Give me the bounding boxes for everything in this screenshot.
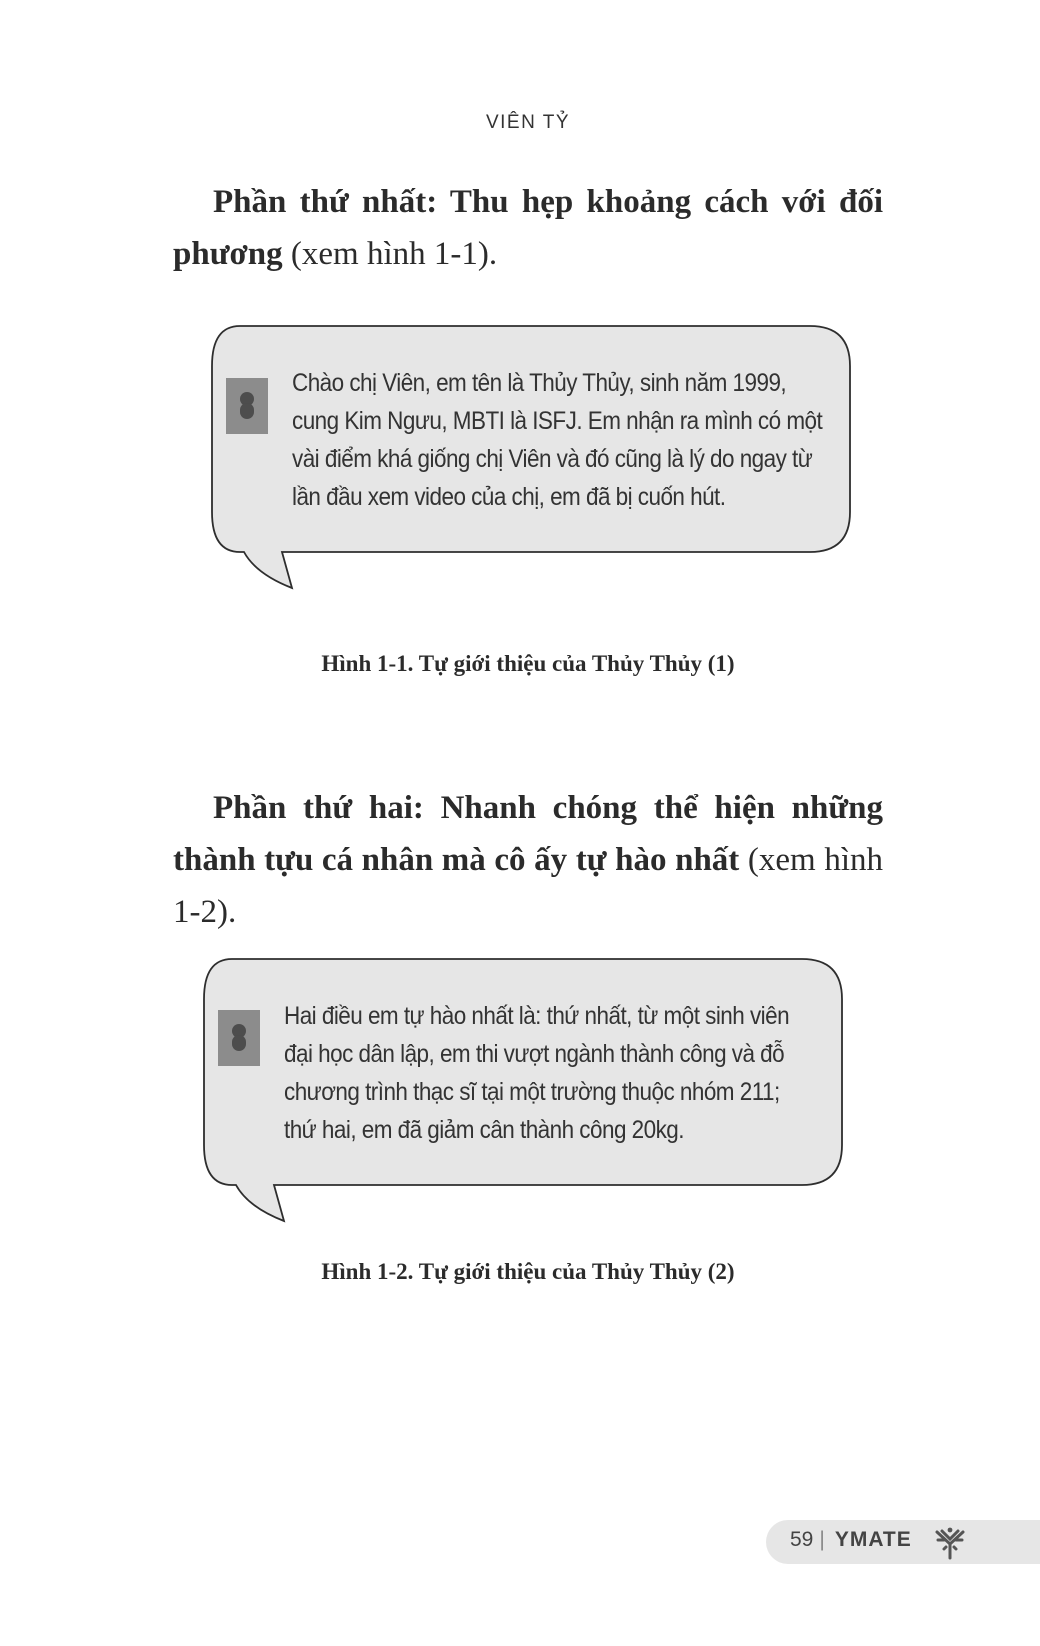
bubble-1-line: Chào chị Viên, em tên là Thủy Thủy, sinh năm 1999, xyxy=(292,369,787,397)
bubble-1-text xyxy=(292,364,822,516)
bubble-2-line: thứ hai, em đã giảm cân thành công 20kg. xyxy=(284,1116,684,1144)
ymate-logo-icon xyxy=(933,1527,967,1561)
bubble-1-line: lần đầu xem video của chị, em đã bị cuốn hút. xyxy=(292,483,726,511)
bubble-2-text xyxy=(284,997,789,1149)
user-avatar-icon xyxy=(218,1010,260,1066)
bubble-2-line: Hai điều em tự hào nhất là: thứ nhất, từ một sinh viên xyxy=(284,1002,790,1030)
section-2-reference: (xem hình 1-2). xyxy=(173,842,883,930)
bubble-2-line: đại học dân lập, em thi vượt ngành thành công và đỗ xyxy=(284,1040,785,1068)
figure-caption-1: Hình 1-1. Tự giới thiệu của Thủy Thủy (1) xyxy=(321,651,735,676)
brand-name: YMATE xyxy=(834,1528,912,1551)
page-number: 59 xyxy=(790,1528,814,1551)
section-1-paragraph xyxy=(173,176,883,280)
section-2-lead: Phần thứ hai: Nhanh chóng thể hiện những thành tựu cá nhân mà cô ấy tự hào nhất xyxy=(173,790,883,878)
bubble-2-line: chương trình thạc sĩ tại một trường thuộc nhóm 211; xyxy=(284,1078,780,1106)
figure-caption-2: Hình 1-2. Tự giới thiệu của Thủy Thủy (2) xyxy=(321,1259,735,1284)
bubble-1-line: vài điểm khá giống chị Viên và đó cũng là lý do ngay từ xyxy=(292,445,813,473)
footer xyxy=(790,1528,912,1552)
user-avatar-icon xyxy=(226,378,268,434)
section-2-paragraph xyxy=(173,782,883,938)
running-header: VIÊN TỶ xyxy=(485,112,571,133)
section-1-reference: (xem hình 1-1). xyxy=(282,236,498,272)
footer-separator: | xyxy=(819,1528,825,1551)
section-1-lead: Phần thứ nhất: Thu hẹp khoảng cách với đối phương xyxy=(173,184,883,272)
bubble-1-line: cung Kim Ngưu, MBTI là ISFJ. Em nhận ra mình có một xyxy=(292,407,823,435)
